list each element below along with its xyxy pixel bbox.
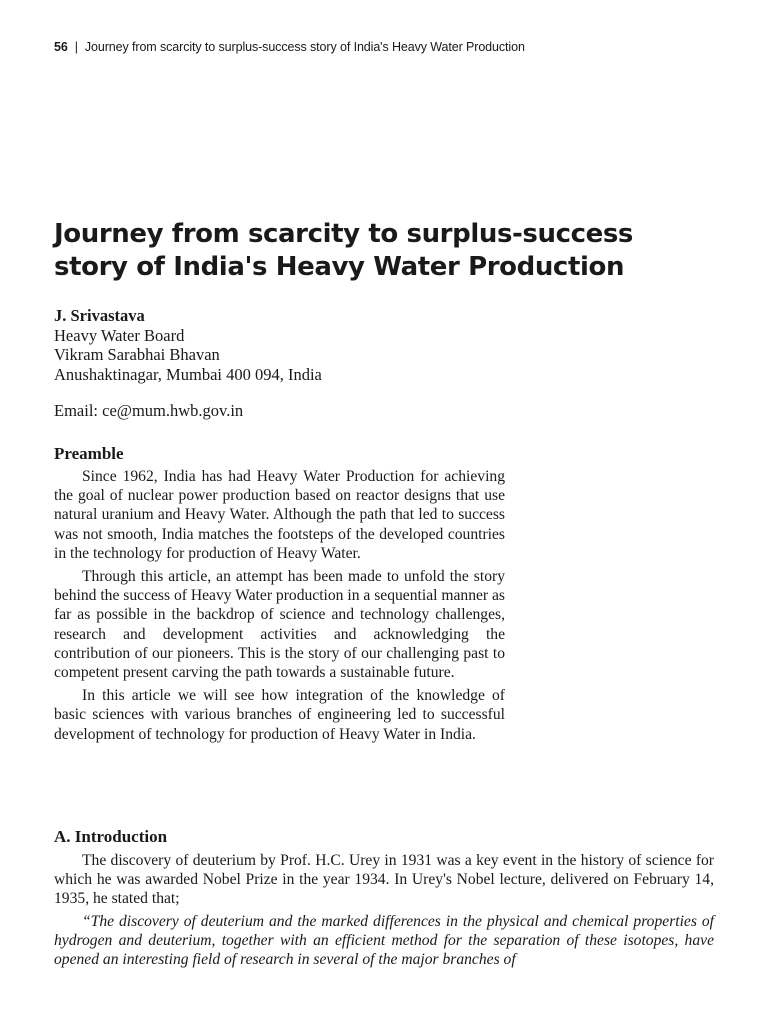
running-head (54, 40, 744, 54)
preamble-heading: Preamble (54, 444, 124, 463)
running-head-separator: | (74, 40, 78, 54)
preamble-paragraph-3: In this article we will see how integration of the knowledge of basic sciences with various branches of engineering led to successful development of technology for production of Heavy Water in India. (54, 687, 505, 743)
article-title-line-1: Journey from scarcity to surplus-success (54, 219, 634, 249)
introduction-body (54, 851, 714, 973)
page-number: 56 (54, 40, 68, 54)
article-title-line-2: story of India's Heavy Water Production (54, 252, 625, 282)
preamble-paragraph-1: Since 1962, India has had Heavy Water Production for achieving the goal of nuclear power production based on reactor designs that use natural uranium and Heavy Water. Although the path that led to success was not smooth, India matches the footsteps of the developed countries in the technology for production of Heavy Water. (54, 468, 505, 562)
preamble-body (54, 467, 505, 748)
author-organization: Heavy Water Board (54, 325, 185, 345)
article-title (54, 218, 734, 284)
author-name: J. Srivastava (54, 306, 145, 325)
preamble-paragraph-2: Through this article, an attempt has been made to unfold the story behind the success of Heavy Water production in a sequential manner as far as possible in the backdrop of science and technology challenges, research and development activities and acknowledging the contribution of our pioneers. This is the story of our challenging past to competent present carving the path towards a sustainable future. (54, 568, 505, 682)
running-head-title: Journey from scarcity to surplus-success story of India's Heavy Water Production (84, 40, 525, 54)
author-address: Anushaktinagar, Mumbai 400 094, India (54, 364, 322, 384)
introduction-heading: A. Introduction (54, 827, 168, 846)
author-block (54, 306, 514, 384)
author-email: Email: ce@mum.hwb.gov.in (54, 401, 244, 420)
introduction-paragraph: The discovery of deuterium by Prof. H.C. Urey in 1931 was a key event in the history of science for which he was awarded Nobel Prize in the year 1934. In Urey's Nobel lecture, delivered on February 14, 1935, he stated that; (54, 852, 714, 907)
urey-quote: “The discovery of deuterium and the marked differences in the physical and chemical properties of hydrogen and deuterium, together with an efficient method for the separation of these isotopes, have opened an interesting field of research in several of the major branches of (54, 913, 714, 968)
author-building: Vikram Sarabhai Bhavan (54, 345, 220, 364)
